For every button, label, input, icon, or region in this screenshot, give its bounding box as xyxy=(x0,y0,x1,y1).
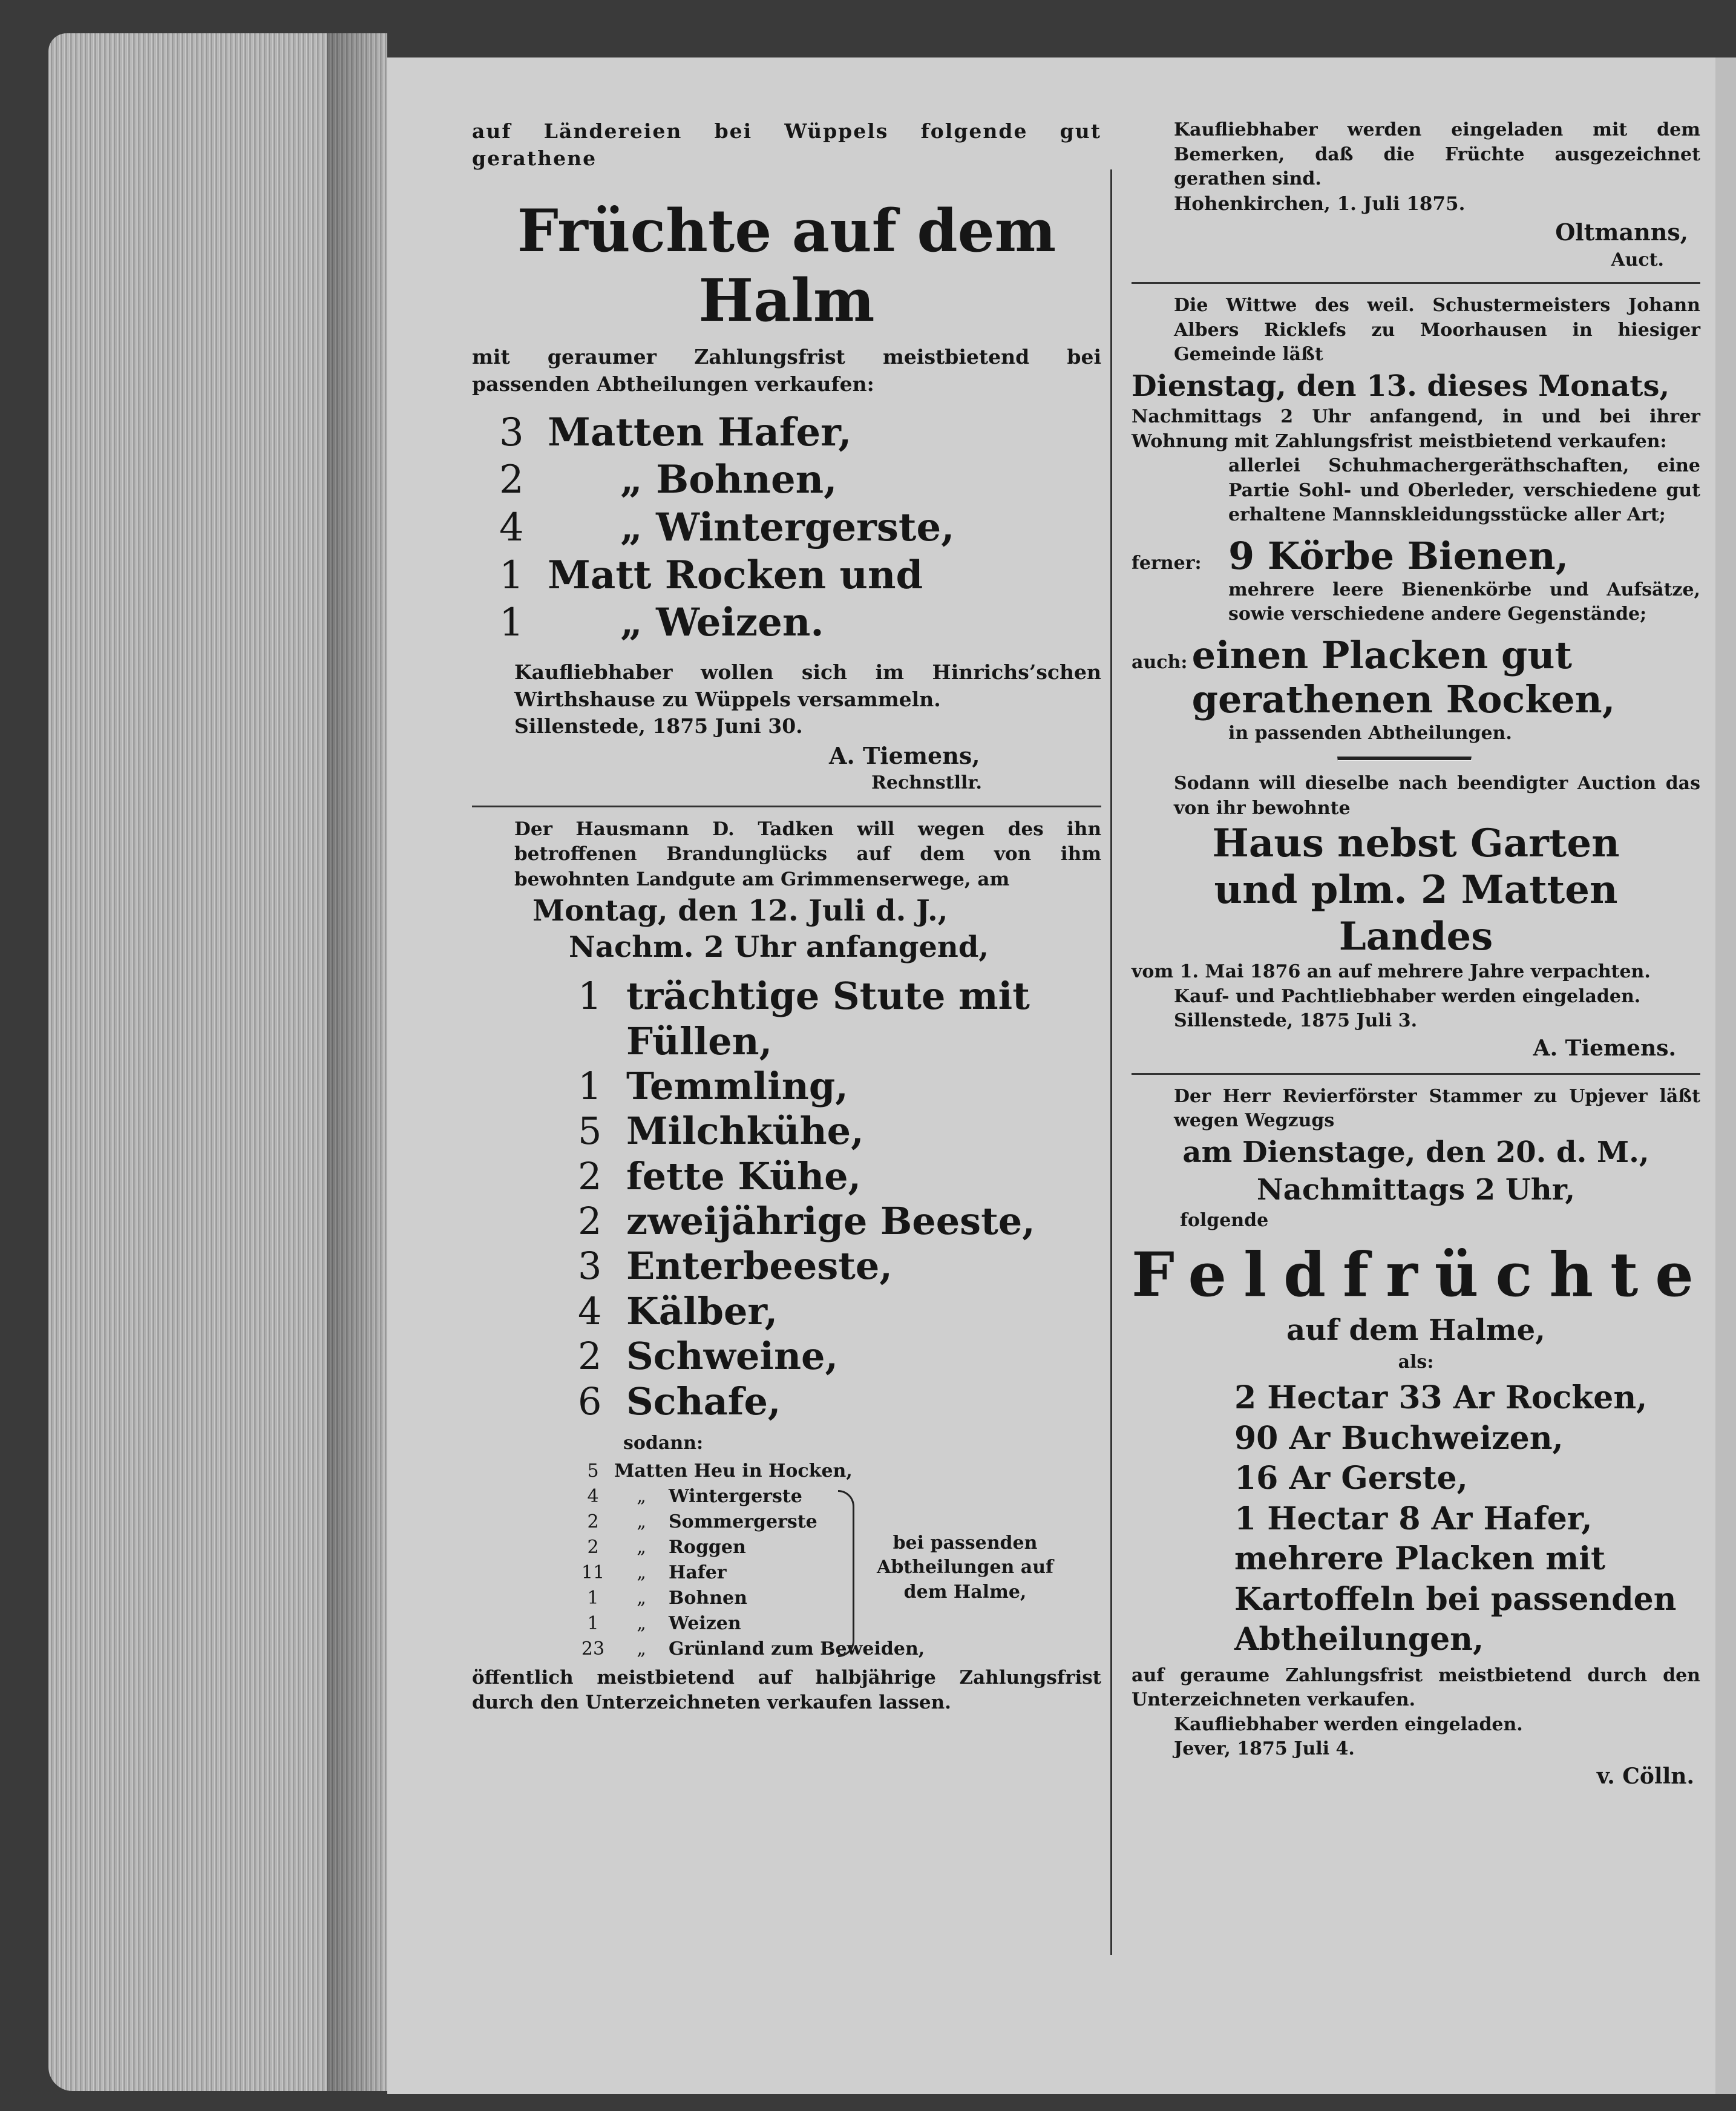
list-item xyxy=(578,1244,1092,1289)
invite-text: Kauf- und Pachtliebhaber werden eingeladen. xyxy=(1174,985,1641,1007)
ad-terms: mit geraumer Zahlungsfrist meistbietend bei passenden Abtheilungen verkaufen: xyxy=(472,345,1101,396)
ad-fruechte-auf-dem-halm xyxy=(472,118,1101,796)
item-text: Enterbeeste, xyxy=(626,1244,893,1289)
item-qty: 3 xyxy=(499,410,524,455)
list-item: 16 Ar Gerste, xyxy=(1234,1460,1468,1497)
left-column xyxy=(472,118,1101,1716)
rocken-tail: in passenden Abtheilungen. xyxy=(1228,722,1512,744)
item-qty: 1 xyxy=(499,553,524,598)
auction-time: Nachmittags 2 Uhr, xyxy=(1256,1172,1576,1207)
ad-items: allerlei Schuhmachergeräthschaften, eine Partie Sohl- und Oberleder, verschiedene gut erhaltene Mannskleidungsstücke aller Art; xyxy=(1228,455,1700,526)
folgende-label: folgende xyxy=(1180,1210,1269,1232)
ad-intro: auf Ländereien bei Wüppels folgende gut gerathene xyxy=(472,119,1101,170)
als-label: als: xyxy=(1398,1351,1434,1373)
ad-intro: Der Hausmann D. Tadken will wegen des ihn betroffenen Brandunglücks auf dem von ihm bewohnten Landgute am Grimmenserwege, am xyxy=(514,818,1101,891)
ad-text: Nachmittags 2 Uhr anfangend, in und bei ihrer Wohnung mit Zahlungsfrist meistbietend verkaufen: xyxy=(1132,406,1700,452)
item-qty: 6 xyxy=(578,1379,602,1423)
ad-separator xyxy=(472,806,1101,807)
list-item xyxy=(578,1154,1092,1199)
signer: Oltmanns, xyxy=(1555,218,1688,246)
item-text: Matten Hafer, xyxy=(548,409,852,455)
item-qty: 2 xyxy=(578,1154,602,1198)
item-text: „ Bohnen, xyxy=(620,457,837,503)
list-item: 2 Hectar 33 Ar Rocken, xyxy=(1234,1379,1648,1417)
item-text: Milchkühe, xyxy=(626,1109,864,1154)
ferner-label: ferner: xyxy=(1132,552,1202,574)
item-qty: 2 xyxy=(587,1536,599,1558)
signer: v. Cölln. xyxy=(1596,1763,1694,1789)
item-qty: 2 xyxy=(578,1199,602,1244)
item-text: Temmling, xyxy=(626,1063,848,1108)
list-item xyxy=(578,1109,1092,1154)
item-text: Hafer xyxy=(669,1561,727,1583)
item-qty: 5 xyxy=(587,1460,599,1482)
place-date: Sillenstede, 1875 Juni 30. xyxy=(514,714,803,738)
brace-note: bei passenden Abtheilungen auf dem Halme, xyxy=(877,1532,1053,1603)
auction-date: am Dienstage, den 20. d. M., xyxy=(1182,1135,1649,1169)
ad-title-2: Halm xyxy=(698,266,875,335)
pacht-text: vom 1. Mai 1876 an auf mehrere Jahre verpachten. xyxy=(1132,961,1651,983)
ad-text: Kaufliebhaber werden eingeladen mit dem Bemerken, daß die Früchte ausgezeichnet gerathen sind. xyxy=(1174,119,1700,189)
crop-list xyxy=(572,1459,1101,1662)
ad-intro: Der Herr Revierförster Stammer zu Upjever läßt wegen Wegzugs xyxy=(1174,1085,1700,1132)
item-text: Schafe, xyxy=(626,1379,781,1423)
item-text: Bohnen xyxy=(669,1587,747,1609)
item-qty: 2 xyxy=(587,1511,599,1532)
item-text: zweijährige Beeste, xyxy=(626,1199,1035,1244)
signer: A. Tiemens, xyxy=(829,741,980,769)
auction-date: Montag, den 12. Juli d. J., xyxy=(532,894,948,928)
ditto-mark: „ xyxy=(637,1511,646,1532)
ad-closing: öffentlich meistbietend auf halbjährige Zahlungsfrist durch den Unterzeichneten verkaufen lassen. xyxy=(472,1666,1101,1714)
ditto-mark: „ xyxy=(637,1485,646,1507)
item-text: Grünland zum Beweiden, xyxy=(669,1638,925,1660)
signer-role: Auct. xyxy=(1611,249,1664,271)
list-item: 1 Hectar 8 Ar Hafer, xyxy=(1234,1500,1593,1537)
ad-stammer-feldfruechte xyxy=(1132,1085,1711,1791)
haus-heading-2: und plm. 2 Matten Landes xyxy=(1214,867,1618,959)
item-text: Kälber, xyxy=(626,1289,778,1333)
auction-date: Dienstag, den 13. dieses Monats, xyxy=(1132,369,1670,403)
ditto-mark: „ xyxy=(637,1612,646,1634)
item-qty: 1 xyxy=(578,1063,602,1108)
item-qty: 23 xyxy=(581,1638,605,1660)
ferner-row xyxy=(1132,534,1700,578)
list-item xyxy=(578,974,1092,1064)
bees-more: mehrere leere Bienenkörbe und Aufsätze, sowie verschiedene andere Gegenstände; xyxy=(1228,579,1700,625)
ditto-mark: „ xyxy=(637,1536,646,1558)
list-item xyxy=(572,1611,1101,1637)
short-rule xyxy=(1337,757,1472,761)
ad-wittwe-ricklefs xyxy=(1132,294,1700,1063)
list-item xyxy=(499,504,1101,552)
item-qty: 4 xyxy=(499,505,524,550)
bees-heading: 9 Körbe Bienen, xyxy=(1228,533,1569,578)
list-item xyxy=(499,599,1101,647)
item-qty: 5 xyxy=(578,1109,602,1154)
ad-intro: Die Wittwe des weil. Schustermeisters Johann Albers Ricklefs zu Moorhausen in hiesiger Gemeinde läßt xyxy=(1174,295,1700,366)
item-text: Schweine, xyxy=(626,1334,839,1379)
column-rule xyxy=(1110,169,1112,1955)
list-item: 90 Ar Buchweizen, xyxy=(1234,1419,1564,1457)
feldfruechte-sub: auf dem Halme, xyxy=(1286,1313,1545,1347)
list-item xyxy=(499,456,1101,504)
list-item xyxy=(578,1334,1092,1379)
ad-oltmanns xyxy=(1132,118,1700,272)
list-item: mehrere Placken mit Kartoffeln bei passenden Abtheilungen, xyxy=(1234,1540,1677,1658)
item-text: trächtige Stute mit Füllen, xyxy=(626,974,1030,1063)
list-item xyxy=(499,552,1101,600)
item-qty: 1 xyxy=(587,1612,599,1634)
item-text: Weizen xyxy=(669,1612,741,1634)
item-qty: 2 xyxy=(499,458,524,503)
item-text: Matt Rocken und xyxy=(548,552,923,598)
ad-separator xyxy=(1132,1073,1700,1075)
item-text: Sommergerste xyxy=(669,1511,817,1532)
item-text: fette Kühe, xyxy=(626,1154,862,1198)
item-qty: 2 xyxy=(578,1334,602,1379)
item-qty: 4 xyxy=(578,1289,602,1333)
sodann-label: sodann: xyxy=(623,1433,704,1454)
ad-tadken-auction xyxy=(472,817,1101,1716)
invite-text: Kaufliebhaber werden eingeladen. xyxy=(1174,1713,1523,1735)
ad-title: Früchte auf dem xyxy=(517,197,1056,266)
place-date: Jever, 1875 Juli 4. xyxy=(1174,1738,1355,1760)
item-text: Roggen xyxy=(669,1536,746,1558)
rocken-heading: einen Placken gut gerathenen Rocken, xyxy=(1191,632,1616,721)
haus-heading: Haus nebst Garten xyxy=(1212,821,1620,867)
ad-terms: auf geraume Zahlungsfrist meistbietend durch den Unterzeichneten verkaufen. xyxy=(1132,1664,1700,1711)
list-item xyxy=(578,1064,1092,1109)
field-crop-list xyxy=(1132,1378,1700,1660)
list-item xyxy=(499,409,1101,457)
list-item xyxy=(578,1379,1092,1424)
item-text: „ Wintergerste, xyxy=(620,505,955,550)
next-page-edge xyxy=(1715,57,1736,2094)
list-item xyxy=(572,1637,1101,1662)
ad-text-sodann: Sodann will dieselbe nach beendigter Auction das von ihr bewohnte xyxy=(1174,773,1700,819)
brace xyxy=(838,1490,854,1657)
auction-time: Nachm. 2 Uhr anfangend, xyxy=(569,930,989,965)
list-item xyxy=(572,1484,1101,1509)
item-qty: 1 xyxy=(587,1587,599,1609)
ad-note: Kaufliebhaber wollen sich im Hinrichs’schen Wirthshause zu Wüppels versammeln. xyxy=(514,660,1101,711)
item-text: Wintergerste xyxy=(669,1485,802,1507)
signer-role: Rechnstllr. xyxy=(871,772,982,794)
place-date: Sillenstede, 1875 Juli 3. xyxy=(1174,1010,1418,1032)
item-qty: 1 xyxy=(578,974,602,1019)
item-qty: 11 xyxy=(581,1561,605,1583)
item-qty: 4 xyxy=(587,1485,599,1507)
list-item xyxy=(578,1289,1092,1334)
auch-row xyxy=(1132,633,1700,721)
signer: A. Tiemens. xyxy=(1533,1035,1676,1061)
item-qty: 3 xyxy=(578,1244,602,1289)
item-qty: 1 xyxy=(499,600,524,646)
animal-list xyxy=(578,974,1092,1424)
ditto-mark: „ xyxy=(637,1638,646,1660)
place-date: Hohenkirchen, 1. Juli 1875. xyxy=(1174,192,1466,215)
ditto-mark: „ xyxy=(637,1587,646,1609)
feldfruechte-title: Feldfrüchte xyxy=(1132,1238,1711,1310)
ditto-mark: „ xyxy=(637,1561,646,1583)
right-column xyxy=(1132,118,1711,1791)
ad-separator xyxy=(1132,282,1700,284)
item-list xyxy=(499,409,1101,648)
spine-shadow xyxy=(327,33,387,2091)
list-item xyxy=(572,1459,1101,1484)
list-item xyxy=(578,1199,1092,1244)
item-text: Matten Heu in Hocken, xyxy=(614,1460,853,1482)
auch-label: auch: xyxy=(1132,651,1188,673)
item-text: „ Weizen. xyxy=(620,600,824,646)
